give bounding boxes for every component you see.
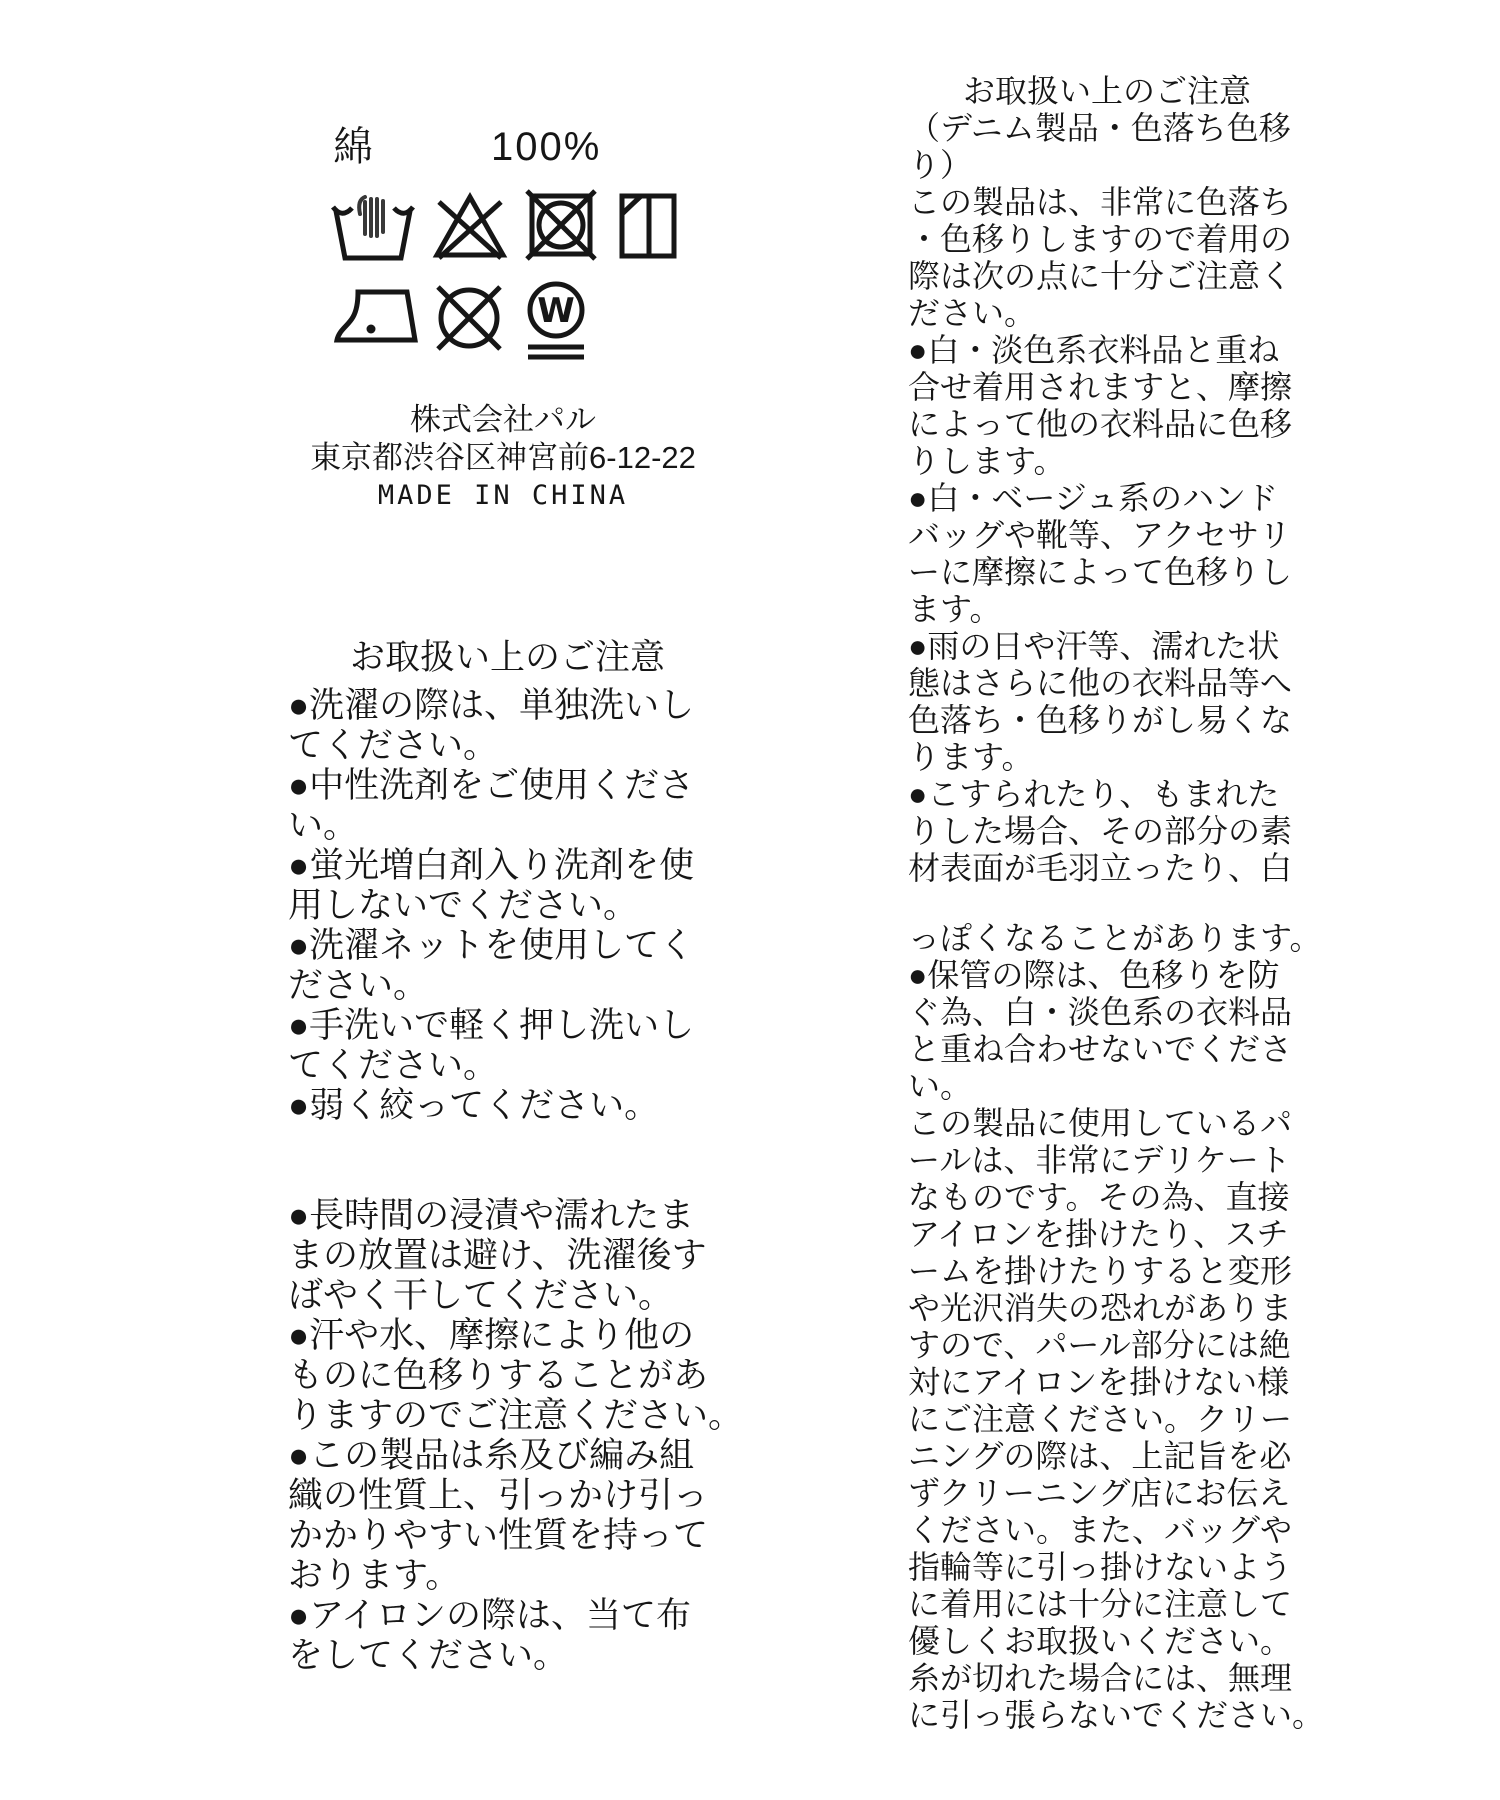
text-line: なものです。その為、直接	[908, 1179, 1290, 1215]
text-line: い。	[288, 806, 359, 845]
text-line: と重ね合わせないでくださ	[908, 1031, 1293, 1067]
text-line: い。	[908, 1068, 973, 1104]
text-line: ります。	[908, 739, 1034, 775]
text-line: 態はさらに他の衣料品等へ	[908, 665, 1293, 701]
text-line: ●洗濯の際は、単独洗いし	[288, 686, 695, 725]
iron-low-heat-icon	[333, 284, 419, 348]
text-line: 優しくお取扱いください。	[908, 1623, 1293, 1659]
company-block	[288, 401, 718, 515]
text-line: ●白・ベージュ系のハンド	[908, 480, 1279, 516]
text-line: 用しないでください。	[288, 886, 639, 925]
text-line: ●保管の際は、色移りを防	[908, 957, 1280, 993]
wet-clean-letter: W	[537, 291, 575, 331]
text-line: ものに色移りすることがあ	[288, 1356, 709, 1395]
text-line: 色落ち・色移りがし易くな	[908, 702, 1293, 738]
spacer-line	[288, 1161, 714, 1196]
text-line: ●蛍光増白剤入り洗剤を使	[288, 846, 695, 885]
text-line: 織の性質上、引っかけ引っ	[288, 1476, 709, 1515]
text-line: ームを掛けたりすると変形	[908, 1253, 1293, 1289]
text-line: りした場合、その部分の素	[908, 813, 1293, 849]
text-line: ールは、非常にデリケート	[908, 1142, 1291, 1178]
company-name: 株式会社パル	[410, 402, 596, 437]
text-line: バッグや靴等、アクセサリ	[908, 517, 1292, 553]
company-address: 東京都渋谷区神宮前6-12-22	[310, 440, 696, 475]
text-line: アイロンを掛けたり、スチ	[908, 1216, 1289, 1252]
right-care-lines	[908, 110, 1325, 1734]
text-line: ずクリーニング店にお伝え	[908, 1475, 1291, 1511]
text-line: に引っ張らないでください。	[908, 1697, 1325, 1733]
text-line: りします。	[908, 443, 1066, 479]
text-line: に着用には十分に注意して	[908, 1586, 1293, 1622]
text-line: ます。	[908, 591, 1002, 627]
text-line: （デニム製品・色落ち色移	[908, 110, 1291, 146]
text-line: や光沢消失の恐れがありま	[908, 1290, 1293, 1326]
text-line: にご注意ください。クリー	[908, 1401, 1293, 1437]
text-line: ニングの際は、上記旨を必	[908, 1438, 1292, 1474]
spacer-line	[908, 887, 1294, 920]
right-care-heading: お取扱い上のご注意	[963, 73, 1252, 109]
text-line: まの放置は避け、洗濯後す	[288, 1236, 707, 1275]
text-line: ●白・淡色系衣料品と重ね	[908, 332, 1280, 368]
text-line: 指輪等に引っ掛けないよう	[908, 1549, 1293, 1585]
do-not-bleach-icon	[430, 190, 510, 262]
text-line: をしてください。	[288, 1636, 569, 1675]
text-line: り）	[908, 147, 973, 183]
text-line: てください。	[288, 726, 499, 765]
text-line: ●洗濯ネットを使用してく	[288, 926, 695, 965]
country-of-origin: MADE IN CHINA	[377, 480, 629, 511]
hand-wash-icon	[330, 190, 416, 262]
text-line: 糸が切れた場合には、無理	[908, 1660, 1293, 1696]
text-line: ださい。	[288, 966, 429, 1005]
text-line: この製品に使用しているパ	[908, 1105, 1293, 1141]
text-line: ばやく干してください。	[288, 1276, 674, 1315]
text-line: ださい。	[908, 295, 1037, 331]
hang-dry-shade-icon	[618, 191, 678, 261]
left-care-heading: お取扱い上のご注意	[350, 638, 666, 677]
text-line: ●汗や水、摩擦により他の	[288, 1316, 695, 1355]
text-line: かかりやすい性質を持って	[288, 1516, 709, 1555]
text-line: ぐ為、白・淡色系の衣料品	[908, 994, 1293, 1030]
text-line: りますのでご注意ください。	[288, 1396, 744, 1435]
text-line: によって他の衣料品に色移	[908, 406, 1293, 442]
spacer-line	[288, 1126, 714, 1161]
do-not-dry-clean-icon	[428, 281, 510, 355]
fiber-percentage-label: 100%	[491, 125, 602, 169]
text-line: ●手洗いで軽く押し洗いし	[288, 1006, 695, 1045]
text-line: 際は次の点に十分ご注意く	[908, 258, 1293, 294]
text-line: ●弱く絞ってください。	[288, 1086, 660, 1125]
text-line: おります。	[288, 1556, 461, 1595]
text-line: ●雨の日や汗等、濡れた状	[908, 628, 1280, 664]
fiber-material-label: 綿	[333, 125, 373, 169]
text-line: ●この製品は糸及び編み組	[288, 1436, 695, 1475]
text-line: ●中性洗剤をご使用くださ	[288, 766, 695, 805]
text-line: ーに摩擦によって色移りし	[908, 554, 1293, 590]
text-line: 対にアイロンを掛けない様	[908, 1364, 1290, 1400]
text-line: ください。また、バッグや	[908, 1512, 1293, 1548]
text-line: ●こすられたり、もまれた	[908, 776, 1280, 812]
text-line: 材表面が毛羽立ったり、白	[908, 850, 1293, 886]
left-care-lines	[288, 686, 744, 1676]
text-line: っぽくなることがあります。	[908, 920, 1322, 956]
wet-clean-icon	[523, 281, 589, 365]
text-line: 合せ着用されますと、摩擦	[908, 369, 1293, 405]
text-line: この製品は、非常に色落ち	[908, 184, 1293, 220]
do-not-tumble-dry-icon	[524, 188, 598, 262]
text-line: てください。	[288, 1046, 499, 1085]
text-line: すので、パール部分には絶	[908, 1327, 1291, 1363]
text-line: ●長時間の浸漬や濡れたま	[288, 1196, 695, 1235]
text-line: ●アイロンの際は、当て布	[288, 1596, 691, 1635]
text-line: ・色移りしますので着用の	[908, 221, 1293, 257]
